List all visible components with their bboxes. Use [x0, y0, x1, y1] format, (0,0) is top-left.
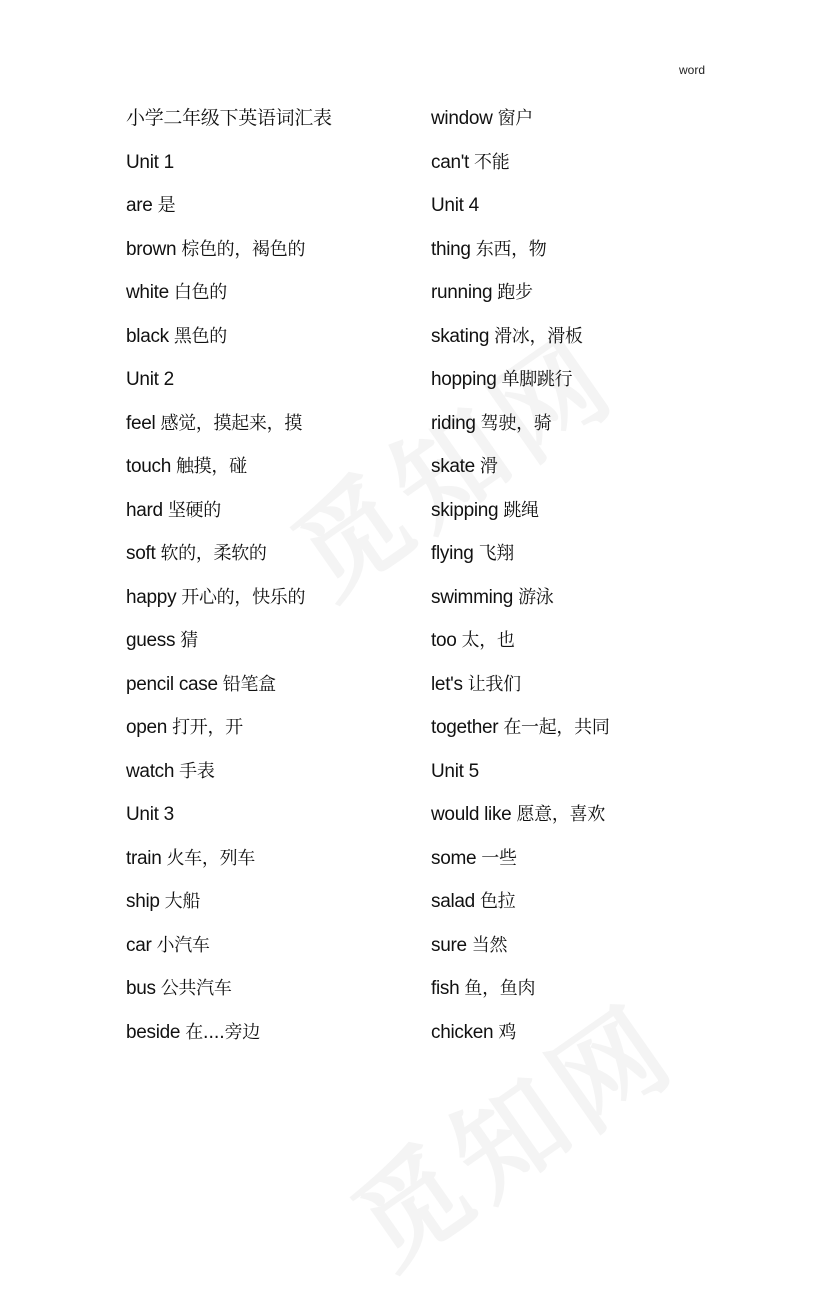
vocab-entry [126, 271, 416, 315]
vocab-entry [126, 880, 416, 924]
header-tag: word [679, 63, 706, 77]
chinese-meaning: 火车，列车 [166, 847, 255, 869]
english-word: pencil case [126, 673, 218, 695]
unit-label: Unit 3 [126, 804, 174, 825]
english-word: beside [126, 1021, 181, 1043]
vocab-entry [431, 532, 751, 576]
chinese-meaning: 打开，开 [172, 717, 243, 738]
vocab-entry [126, 967, 416, 1011]
chinese-meaning: 白色的 [173, 282, 227, 303]
chinese-meaning: 手表 [179, 760, 215, 782]
left-column [126, 97, 416, 1054]
vocab-entry [126, 445, 416, 489]
vocab-entry [431, 793, 751, 837]
chinese-meaning: 触摸，碰 [175, 456, 247, 477]
chinese-meaning: 感觉，摸起来，摸 [160, 412, 303, 434]
english-word: can't [431, 151, 470, 173]
english-word: white [126, 282, 169, 303]
unit-label: Unit 2 [126, 369, 174, 390]
page-title-text: 小学二年级下英语词汇表 [126, 107, 332, 129]
vocab-entry [126, 489, 416, 533]
chinese-meaning: 铅笔盒 [222, 673, 276, 695]
vocab-entry [431, 489, 751, 533]
vocab-entry [126, 576, 416, 620]
unit-label: Unit 5 [431, 760, 479, 782]
chinese-meaning: 滑冰，滑板 [494, 325, 583, 347]
english-word: flying [431, 543, 474, 564]
chinese-meaning: 驾驶，骑 [480, 412, 552, 434]
english-word: thing [431, 238, 471, 260]
english-word: ship [126, 891, 160, 912]
english-word: brown [126, 238, 177, 260]
chinese-meaning: 在....旁边 [185, 1021, 260, 1043]
english-word: too [431, 630, 457, 651]
chinese-meaning: 单脚跳行 [501, 369, 573, 390]
vocab-entry [126, 706, 416, 750]
chinese-meaning: 鸡 [498, 1021, 517, 1043]
vocab-entry [431, 663, 751, 707]
chinese-meaning: 飞翔 [478, 543, 514, 564]
vocab-entry [126, 228, 416, 272]
english-word: train [126, 847, 162, 869]
english-word: car [126, 934, 152, 956]
chinese-meaning: 游泳 [518, 586, 554, 608]
chinese-meaning: 东西，物 [475, 238, 547, 260]
vocab-entry [431, 924, 751, 968]
unit-heading [431, 184, 751, 228]
chinese-meaning: 鱼，鱼肉 [464, 978, 536, 999]
chinese-meaning: 太，也 [461, 630, 515, 651]
chinese-meaning: 不能 [474, 151, 510, 173]
english-word: together [431, 717, 499, 738]
chinese-meaning: 愿意，喜欢 [516, 804, 605, 825]
chinese-meaning: 软的，柔软的 [160, 543, 267, 564]
vocab-entry [126, 402, 416, 446]
english-word: fish [431, 978, 460, 999]
vocab-entry [431, 619, 751, 663]
english-word: hard [126, 499, 163, 521]
vocab-entry [431, 837, 751, 881]
chinese-meaning: 色拉 [479, 891, 516, 912]
english-word: skating [431, 325, 490, 347]
english-word: hopping [431, 369, 497, 390]
english-word: feel [126, 412, 156, 434]
vocab-entry [431, 97, 751, 141]
vocab-entry [431, 271, 751, 315]
chinese-meaning: 黑色的 [173, 325, 227, 347]
english-word: running [431, 282, 493, 303]
right-column [431, 97, 751, 1054]
vocab-entry [431, 315, 751, 359]
english-word: guess [126, 630, 176, 651]
chinese-meaning: 是 [157, 195, 176, 216]
unit-label: Unit 1 [126, 151, 174, 173]
vocab-entry [126, 619, 416, 663]
vocab-entry [431, 402, 751, 446]
chinese-meaning: 猜 [180, 630, 198, 651]
english-word: some [431, 847, 477, 869]
page-title [126, 97, 416, 141]
english-word: bus [126, 978, 156, 999]
english-word: sure [431, 934, 467, 956]
chinese-meaning: 在一起，共同 [503, 717, 610, 738]
vocab-entry [431, 967, 751, 1011]
english-word: are [126, 195, 153, 216]
vocab-entry [126, 315, 416, 359]
chinese-meaning: 跑步 [497, 282, 533, 303]
english-word: riding [431, 412, 476, 434]
chinese-meaning: 大船 [164, 891, 201, 912]
english-word: would like [431, 804, 512, 825]
chinese-meaning: 跳绳 [503, 499, 539, 521]
english-word: happy [126, 586, 177, 608]
unit-heading [431, 750, 751, 794]
chinese-meaning: 公共汽车 [160, 978, 232, 999]
chinese-meaning: 一些 [481, 847, 517, 869]
chinese-meaning: 小汽车 [156, 934, 210, 956]
english-word: watch [126, 760, 175, 782]
english-word: soft [126, 543, 156, 564]
unit-heading [126, 141, 416, 185]
vocab-entry [126, 1011, 416, 1055]
vocab-entry [431, 1011, 751, 1055]
english-word: window [431, 108, 493, 129]
vocab-entry [431, 445, 751, 489]
english-word: open [126, 717, 168, 738]
chinese-meaning: 棕色的，褐色的 [181, 238, 306, 260]
vocab-entry [126, 750, 416, 794]
english-word: skate [431, 456, 475, 477]
vocab-entry [431, 880, 751, 924]
unit-heading [126, 793, 416, 837]
chinese-meaning: 让我们 [467, 673, 521, 695]
chinese-meaning: 窗户 [497, 108, 533, 129]
chinese-meaning: 开心的，快乐的 [181, 586, 306, 608]
vocab-entry [126, 837, 416, 881]
vocab-entry [431, 141, 751, 185]
chinese-meaning: 滑 [479, 456, 498, 477]
unit-label: Unit 4 [431, 195, 479, 216]
vocab-entry [126, 184, 416, 228]
chinese-meaning: 坚硬的 [167, 499, 221, 521]
chinese-meaning: 当然 [471, 934, 508, 956]
vocab-entry [126, 663, 416, 707]
english-word: touch [126, 456, 171, 477]
vocab-entry [431, 576, 751, 620]
english-word: salad [431, 891, 475, 912]
vocab-entry [126, 532, 416, 576]
vocab-entry [431, 228, 751, 272]
english-word: black [126, 325, 169, 347]
unit-heading [126, 358, 416, 402]
english-word: skipping [431, 499, 499, 521]
english-word: let's [431, 673, 463, 695]
english-word: swimming [431, 586, 514, 608]
vocab-entry [431, 706, 751, 750]
vocab-entry [431, 358, 751, 402]
english-word: chicken [431, 1021, 494, 1043]
vocab-entry [126, 924, 416, 968]
